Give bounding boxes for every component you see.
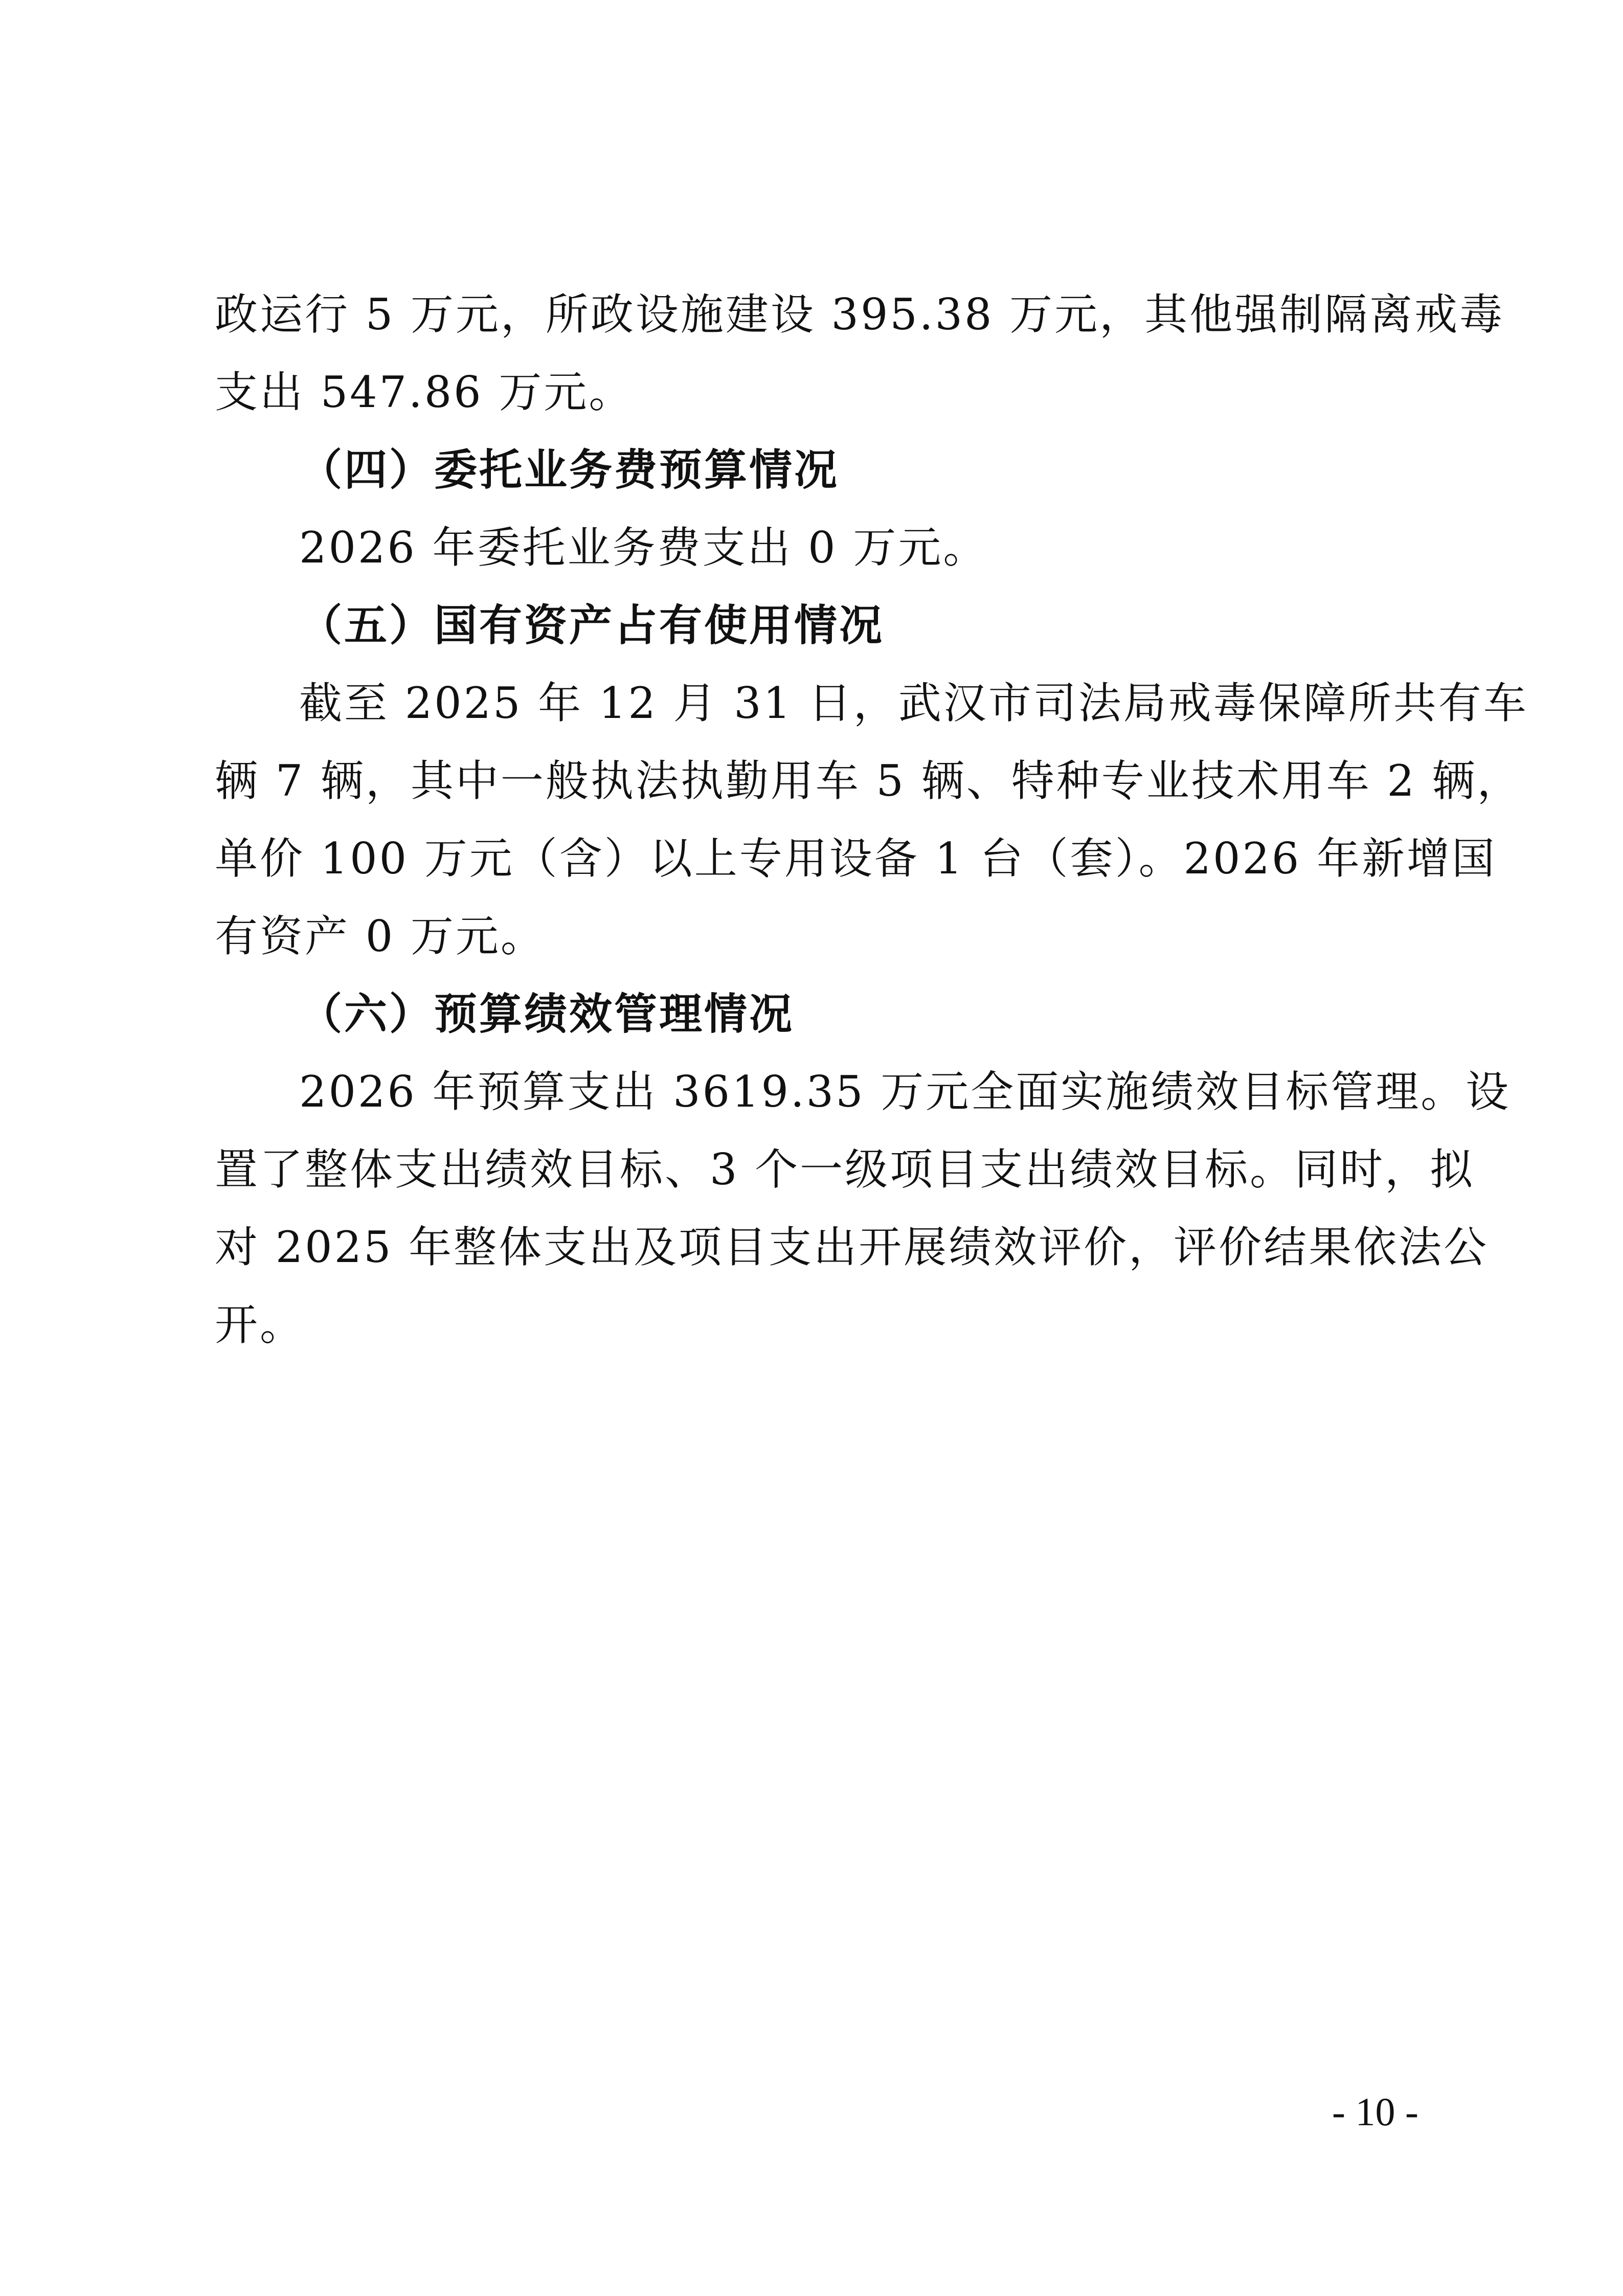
section-heading-entrusted-fees: （四）委托业务费预算情况	[299, 444, 840, 495]
section-heading-performance-management: （六）预算绩效管理情况	[299, 988, 795, 1039]
paragraph-line-expense-end: 支出 547.86 万元。	[215, 367, 634, 417]
paragraph-line-assets-4: 有资产 0 万元。	[215, 911, 546, 961]
paragraph-line-assets-3: 单价 100 万元（含）以上专用设备 1 台（套）。2026 年新增国	[215, 834, 1497, 884]
paragraph-line-entrusted-fees: 2026 年委托业务费支出 0 万元。	[299, 523, 988, 573]
paragraph-line-assets-2: 辆 7 辆，其中一般执法执勤用车 5 辆、特种专业技术用车 2 辆，	[215, 756, 1522, 806]
paragraph-line-expense-continued: 政运行 5 万元，所政设施建设 395.38 万元，其他强制隔离戒毒	[215, 289, 1505, 340]
paragraph-line-performance-1: 2026 年预算支出 3619.35 万元全面实施绩效目标管理。设	[299, 1067, 1511, 1117]
paragraph-line-performance-3: 对 2025 年整体支出及项目支出开展绩效评价，评价结果依法公	[215, 1222, 1489, 1272]
paragraph-line-assets-1: 截至 2025 年 12 月 31 日，武汉市司法局戒毒保障所共有车	[299, 678, 1528, 728]
page-number: - 10 -	[1332, 2089, 1418, 2134]
section-heading-state-assets: （五）国有资产占有使用情况	[299, 600, 885, 650]
paragraph-line-performance-4: 开。	[215, 1300, 305, 1350]
paragraph-line-performance-2: 置了整体支出绩效目标、3 个一级项目支出绩效目标。同时，拟	[215, 1144, 1475, 1195]
